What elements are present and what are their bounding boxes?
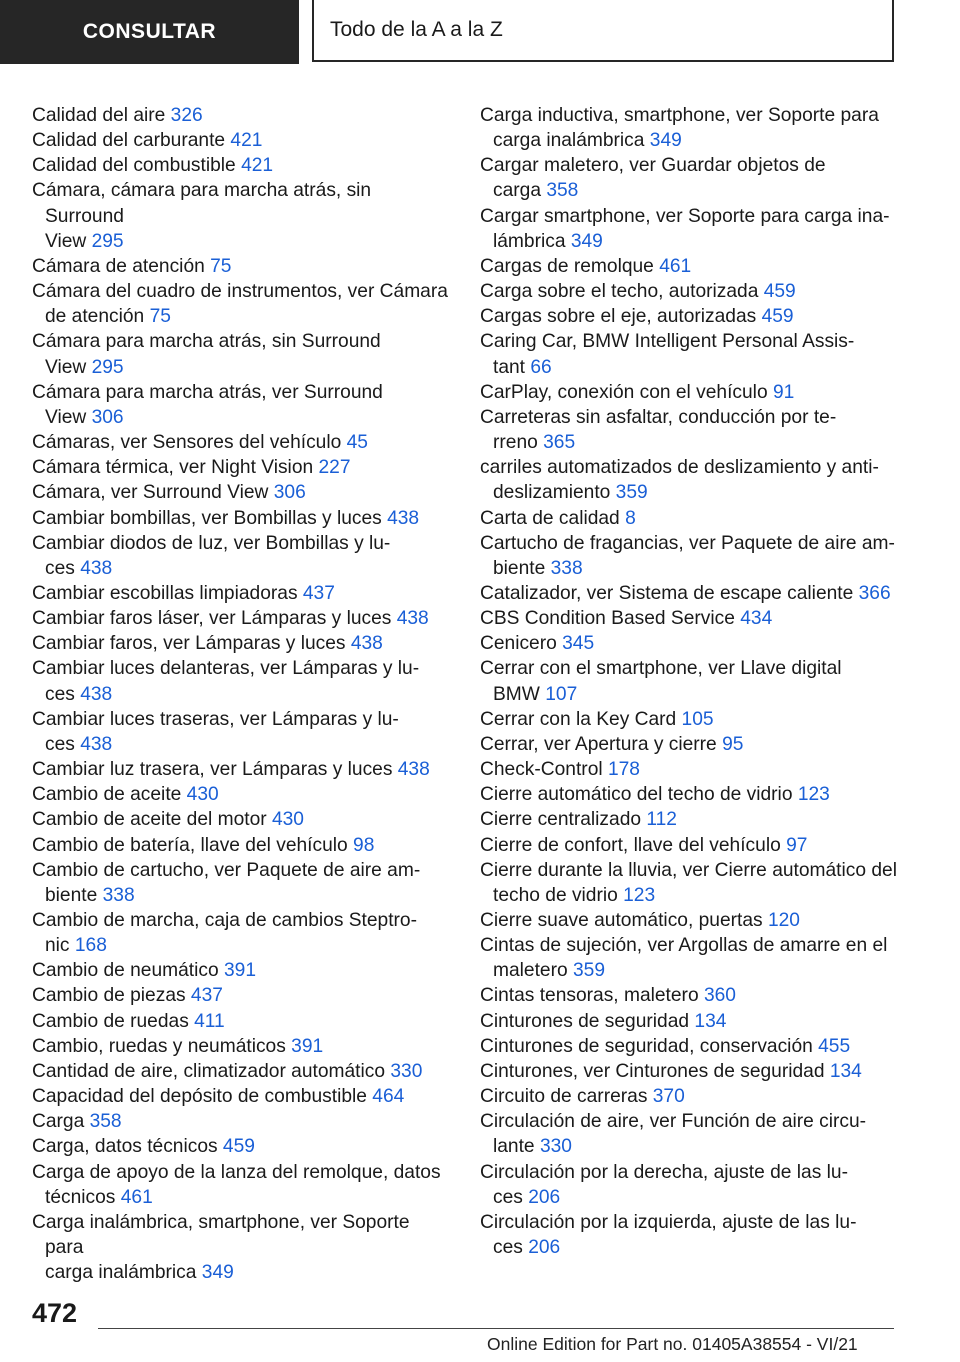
index-entry — [480, 656, 900, 706]
index-entry — [32, 506, 450, 531]
index-entry-text: Carga sobre el techo, autorizada — [480, 281, 764, 303]
page-reference-link[interactable]: 430 — [186, 784, 219, 806]
index-entry — [480, 405, 900, 455]
index-entry-text: Carga — [32, 1111, 90, 1133]
index-entry — [480, 506, 900, 531]
page-reference-link[interactable]: 123 — [623, 884, 656, 906]
page-reference-link[interactable]: 227 — [318, 457, 351, 479]
index-entry-text: ces — [45, 557, 81, 579]
page-reference-link[interactable]: 365 — [543, 432, 576, 454]
index-entry-text: Cenicero — [480, 633, 563, 655]
index-entry — [480, 908, 900, 933]
index-entry — [480, 1059, 900, 1084]
index-entry-text: Cantidad de aire, climatizador automático — [32, 1060, 391, 1082]
index-entry-text: Circuito de carreras — [480, 1086, 653, 1108]
index-entry-text: ces — [493, 1186, 529, 1208]
index-entry — [32, 531, 450, 581]
page-reference-link[interactable]: 411 — [194, 1010, 225, 1032]
index-entry-text: Cargar maletero, ver Guardar objetos de — [480, 155, 826, 177]
footer-divider — [98, 1328, 894, 1329]
index-entry-text: BMW — [493, 683, 546, 705]
index-entry-text: tant — [493, 356, 531, 378]
page-reference-link[interactable]: 123 — [797, 784, 830, 806]
index-entry — [32, 782, 450, 807]
page-reference-link[interactable]: 430 — [271, 809, 304, 831]
index-entry-text: carga inalámbrica — [493, 130, 650, 152]
page-reference-link[interactable]: 206 — [528, 1237, 561, 1259]
index-entry-text: Cámara para marcha atrás, sin Surround — [32, 331, 381, 353]
page-reference-link[interactable]: 168 — [74, 935, 107, 957]
page-reference-link[interactable]: 434 — [740, 608, 773, 630]
page-reference-link[interactable]: 98 — [353, 834, 375, 856]
page-reference-link[interactable]: 459 — [763, 281, 796, 303]
page-reference-link[interactable]: 107 — [545, 683, 578, 705]
index-entry-text: Cierre suave automático, puertas — [480, 910, 768, 931]
index-entry-text: Cambiar bombillas, ver Bombillas y luces — [32, 507, 388, 529]
index-entry-text: Cambiar luz trasera, ver Lámparas y luces — [32, 759, 398, 781]
index-entry — [32, 908, 450, 958]
page-reference-link[interactable]: 112 — [646, 809, 677, 831]
index-column-right — [480, 103, 900, 1260]
index-entry-text: Cierre durante la lluvia, ver Cierre automático del — [480, 859, 897, 881]
index-entry-text: Cargar smartphone, ver Soporte para carga ina- — [480, 205, 890, 227]
section-tab: CONSULTAR — [0, 0, 299, 64]
index-entry-text: carga — [493, 180, 547, 202]
page-reference-link[interactable]: 95 — [722, 733, 744, 755]
index-entry-text: Carga, datos técnicos — [32, 1136, 223, 1158]
index-entry-text: nic — [45, 935, 75, 957]
index-entry — [32, 1134, 450, 1159]
index-entry-text: CBS Condition Based Service — [480, 608, 741, 630]
index-entry-text: Cambiar faros, ver Lámparas y luces — [32, 633, 351, 655]
page-reference-link[interactable]: 359 — [615, 482, 648, 504]
index-entry-text: Calidad del aire — [32, 105, 171, 126]
index-entry-text: Cambio de piezas — [32, 985, 191, 1007]
index-entry — [32, 656, 450, 706]
index-entry-text: Catalizador, ver Sistema de escape caliente — [480, 582, 859, 604]
index-entry-text: ces — [493, 1237, 529, 1259]
index-entry — [32, 1034, 450, 1059]
index-entry-text: ces — [45, 733, 81, 755]
index-entry — [480, 254, 900, 279]
index-entry-text: Cámara de atención — [32, 255, 211, 277]
index-entry-text: Cierre de confort, llave del vehículo — [480, 834, 787, 856]
page-reference-link[interactable]: 330 — [390, 1060, 423, 1082]
index-entry — [32, 254, 450, 279]
page-number: 472 — [32, 1298, 78, 1328]
page-reference-link[interactable]: 366 — [858, 582, 891, 604]
page-reference-link[interactable]: 97 — [786, 834, 808, 856]
index-entry-text: Carga de apoyo de la lanza del remolque, datos — [32, 1161, 441, 1183]
page-reference-link[interactable]: 438 — [80, 683, 113, 705]
page-reference-link[interactable]: 306 — [91, 406, 124, 428]
page-reference-link[interactable]: 8 — [625, 507, 636, 529]
page-reference-link[interactable]: 437 — [302, 582, 335, 604]
index-entry-text: Cintas tensoras, maletero — [480, 985, 704, 1007]
page-reference-link[interactable]: 391 — [223, 960, 256, 982]
index-entry — [480, 455, 900, 505]
index-entry-text: Cerrar con la Key Card — [480, 708, 682, 730]
index-entry — [480, 933, 900, 983]
index-entry-text: CarPlay, conexión con el vehículo — [480, 381, 773, 403]
index-entry-text: Cámara, ver Surround View — [32, 482, 274, 504]
index-entry-text: Cambiar escobillas limpiadoras — [32, 582, 303, 604]
index-entry — [32, 455, 450, 480]
page-reference-link[interactable]: 338 — [550, 557, 583, 579]
index-entry — [480, 581, 900, 606]
index-entry-text: Cargas de remolque — [480, 255, 660, 277]
index-entry — [32, 1084, 450, 1109]
page-reference-link[interactable]: 326 — [170, 105, 203, 126]
page-reference-link[interactable]: 358 — [546, 180, 579, 202]
index-entry — [32, 279, 450, 329]
index-entry — [480, 329, 900, 379]
page-reference-link[interactable]: 345 — [562, 633, 595, 655]
index-entry-text: Carga inductiva, smartphone, ver Soporte para — [480, 105, 879, 126]
page-reference-link[interactable]: 391 — [291, 1035, 324, 1057]
page-reference-link[interactable]: 438 — [80, 733, 113, 755]
page-reference-link[interactable]: 438 — [387, 507, 420, 529]
index-entry — [480, 606, 900, 631]
index-entry-text: Cambiar luces delanteras, ver Lámparas y lu- — [32, 658, 420, 680]
index-entry-text: Cargas sobre el eje, autorizadas — [480, 306, 762, 328]
index-entry-text: Cerrar, ver Apertura y cierre — [480, 733, 723, 755]
index-entry — [32, 581, 450, 606]
index-entry — [480, 807, 900, 832]
index-entry-text: View — [45, 230, 92, 252]
index-entry-text: biente — [45, 884, 103, 906]
index-entry — [32, 153, 450, 178]
index-entry-text: ces — [45, 683, 81, 705]
index-entry — [32, 480, 450, 505]
index-entry — [480, 204, 900, 254]
index-entry — [480, 707, 900, 732]
index-entry-text: Circulación por la izquierda, ajuste de las lu- — [480, 1211, 857, 1233]
page-reference-link[interactable]: 45 — [346, 432, 368, 454]
index-entry-text: Cintas de sujeción, ver Argollas de amarre en el — [480, 935, 888, 957]
index-entry — [32, 103, 450, 128]
index-entry-text: Carga inalámbrica, smartphone, ver Soporte para — [32, 1211, 410, 1259]
index-entry-text: Calidad del carburante — [32, 130, 231, 152]
index-entry — [32, 178, 450, 253]
page-reference-link[interactable]: 360 — [703, 985, 736, 1007]
index-entry — [480, 304, 900, 329]
index-entry-text: Cerrar con el smartphone, ver Llave digital — [480, 658, 842, 680]
index-entry-text: Cierre centralizado — [480, 809, 647, 831]
page-reference-link[interactable]: 370 — [652, 1086, 685, 1108]
index-entry — [32, 958, 450, 983]
index-entry — [32, 833, 450, 858]
page-reference-link[interactable]: 459 — [761, 306, 794, 328]
index-entry-text: techo de vidrio — [493, 884, 624, 906]
index-entry-text: Cinturones de seguridad — [480, 1010, 695, 1032]
index-entry-text: Carta de calidad — [480, 507, 626, 529]
page-reference-link[interactable]: 295 — [91, 356, 124, 378]
index-entry-text: Carreteras sin asfaltar, conducción por te- — [480, 406, 837, 428]
index-entry-text: Cambiar faros láser, ver Lámparas y luces — [32, 608, 397, 630]
index-entry — [32, 631, 450, 656]
index-entry-text: Cambio de aceite del motor — [32, 809, 272, 831]
index-entry — [480, 380, 900, 405]
index-entry-text: Circulación por la derecha, ajuste de las lu- — [480, 1161, 848, 1183]
index-entry-text: Cartucho de fragancias, ver Paquete de aire am- — [480, 532, 895, 554]
index-entry — [480, 631, 900, 656]
index-entry — [480, 153, 900, 203]
page-reference-link[interactable]: 461 — [659, 255, 692, 277]
index-entry-text: Circulación de aire, ver Función de aire circu- — [480, 1111, 867, 1133]
page-reference-link[interactable]: 338 — [102, 884, 135, 906]
index-entry — [480, 858, 900, 908]
index-entry — [32, 807, 450, 832]
index-entry-text: Cámaras, ver Sensores del vehículo — [32, 432, 347, 454]
index-entry — [32, 430, 450, 455]
index-entry-text: Cambiar luces traseras, ver Lámparas y lu- — [32, 708, 399, 730]
index-entry — [32, 858, 450, 908]
page-reference-link[interactable]: 349 — [649, 130, 682, 152]
index-entry — [32, 707, 450, 757]
index-entry-text: Cámara, cámara para marcha atrás, sin Surround — [32, 180, 372, 227]
page-reference-link[interactable]: 349 — [570, 230, 603, 252]
page-reference-link[interactable]: 75 — [210, 255, 232, 277]
index-entry-text: Cambio de ruedas — [32, 1010, 195, 1032]
index-entry-text: biente — [493, 557, 551, 579]
page-reference-link[interactable]: 358 — [89, 1111, 122, 1133]
page-reference-link[interactable]: 349 — [201, 1262, 234, 1284]
page-reference-link[interactable]: 178 — [607, 759, 640, 781]
page-reference-link[interactable]: 75 — [149, 306, 171, 328]
index-entry-text: View — [45, 406, 92, 428]
index-entry-text: técnicos — [45, 1186, 121, 1208]
index-entry-text: carriles automatizados de deslizamiento y anti- — [480, 457, 879, 479]
index-entry — [480, 1160, 900, 1210]
index-entry — [32, 1160, 450, 1210]
index-entry-text: deslizamiento — [493, 482, 616, 504]
index-entry — [32, 983, 450, 1008]
index-entry — [480, 1210, 900, 1260]
index-entry-text: rreno — [493, 432, 544, 454]
index-entry — [480, 531, 900, 581]
index-entry-text: Cámara térmica, ver Night Vision — [32, 457, 319, 479]
index-entry-text: Cambio de batería, llave del vehículo — [32, 834, 354, 856]
index-entry — [32, 1009, 450, 1034]
page-reference-link[interactable]: 437 — [190, 985, 223, 1007]
page-reference-link[interactable]: 66 — [530, 356, 552, 378]
index-entry — [32, 329, 450, 379]
page-reference-link[interactable]: 438 — [396, 608, 429, 630]
index-entry-text: Cambio de aceite — [32, 784, 187, 806]
index-entry — [480, 757, 900, 782]
page-reference-link[interactable]: 438 — [397, 759, 430, 781]
index-entry-text: Cierre automático del techo de vidrio — [480, 784, 798, 806]
index-entry — [32, 380, 450, 430]
index-entry — [32, 1059, 450, 1084]
page-reference-link[interactable]: 105 — [681, 708, 714, 730]
page-reference-link[interactable]: 91 — [772, 381, 795, 403]
page-reference-link[interactable]: 464 — [372, 1086, 405, 1108]
index-entry — [32, 128, 450, 153]
index-entry — [32, 606, 450, 631]
index-entry-text: Calidad del combustible — [32, 155, 242, 177]
index-entry — [480, 833, 900, 858]
index-entry — [32, 1210, 450, 1285]
index-entry — [32, 1109, 450, 1134]
index-entry-text: Cambio, ruedas y neumáticos — [32, 1035, 292, 1057]
index-entry-text: Cambio de marcha, caja de cambios Steptro- — [32, 910, 417, 931]
index-entry-text: carga inalámbrica — [45, 1262, 202, 1284]
index-column-left — [32, 103, 450, 1285]
index-entry-text: de atención — [45, 306, 150, 328]
page-reference-link[interactable]: 459 — [222, 1136, 255, 1158]
index-entry-text: maletero — [493, 960, 573, 982]
page-reference-link[interactable]: 134 — [694, 1010, 727, 1032]
index-entry-text: Cámara del cuadro de instrumentos, ver Cámara — [32, 281, 448, 303]
index-entry — [480, 1084, 900, 1109]
index-entry — [32, 757, 450, 782]
index-entry-text: Check-Control — [480, 759, 608, 781]
index-entry — [480, 1009, 900, 1034]
page-reference-link[interactable]: 421 — [241, 155, 274, 177]
page-reference-link[interactable]: 306 — [273, 482, 306, 504]
index-entry — [480, 279, 900, 304]
page-reference-link[interactable]: 134 — [829, 1060, 862, 1082]
index-entry — [480, 1109, 900, 1159]
index-entry-text: lámbrica — [493, 230, 571, 252]
index-entry-text: View — [45, 356, 92, 378]
index-entry — [480, 782, 900, 807]
index-entry — [480, 983, 900, 1008]
chapter-title: Todo de la A a la Z — [330, 18, 503, 41]
footer-edition-text: Online Edition for Part no. 01405A38554 - VI/21 — [487, 1334, 858, 1354]
index-entry-text: Capacidad del depósito de combustible — [32, 1086, 373, 1108]
page-reference-link[interactable]: 120 — [767, 910, 800, 931]
index-entry-text: Caring Car, BMW Intelligent Personal Assis- — [480, 331, 855, 353]
page-header-title — [312, 0, 894, 62]
page-reference-link[interactable]: 206 — [528, 1186, 561, 1208]
page-reference-link[interactable]: 438 — [80, 557, 113, 579]
index-entry-text: Cambio de neumático — [32, 960, 224, 982]
index-entry-text: Cámara para marcha atrás, ver Surround — [32, 381, 383, 403]
page-reference-link[interactable]: 330 — [539, 1136, 572, 1158]
index-entry-text: Cambio de cartucho, ver Paquete de aire am- — [32, 859, 421, 881]
index-entry — [480, 732, 900, 757]
page-reference-link[interactable]: 461 — [120, 1186, 153, 1208]
page-reference-link[interactable]: 455 — [818, 1035, 851, 1057]
page-reference-link[interactable]: 359 — [572, 960, 605, 982]
index-entry-text: Cambiar diodos de luz, ver Bombillas y lu- — [32, 532, 391, 554]
index-entry — [480, 103, 900, 153]
page-reference-link[interactable]: 295 — [91, 230, 124, 252]
page-reference-link[interactable]: 438 — [350, 633, 383, 655]
index-entry-text: Cinturones, ver Cinturones de seguridad — [480, 1060, 830, 1082]
index-entry-text: lante — [493, 1136, 540, 1158]
index-entry — [480, 1034, 900, 1059]
index-entry-text: Cinturones de seguridad, conservación — [480, 1035, 819, 1057]
page-reference-link[interactable]: 421 — [230, 130, 263, 152]
